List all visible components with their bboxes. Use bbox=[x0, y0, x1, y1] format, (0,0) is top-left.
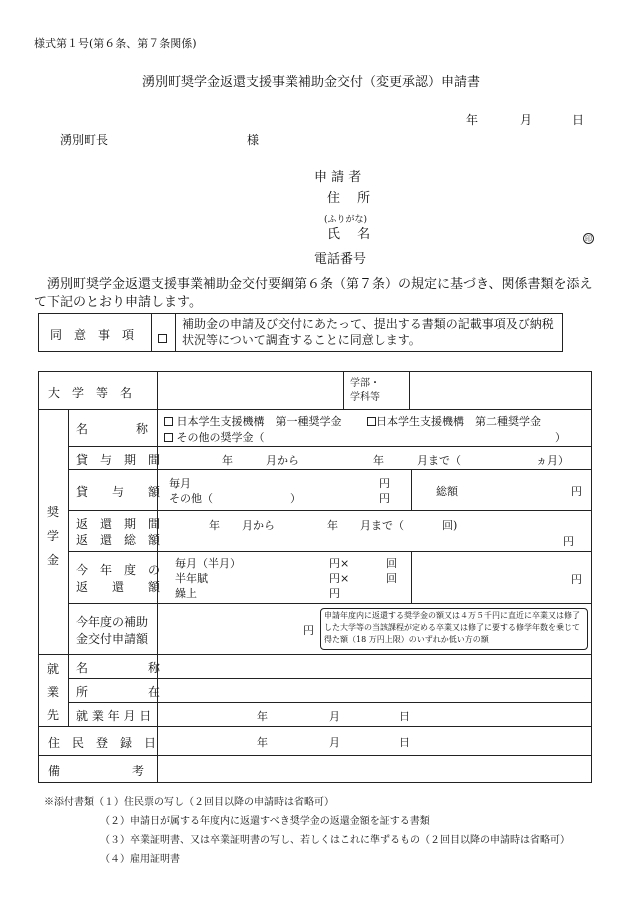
other-amount-label: その他（ bbox=[169, 492, 213, 505]
repayment-times: 回) bbox=[442, 519, 458, 532]
other-yen: 円 bbox=[379, 492, 390, 505]
subsidy-note: 申請年度内に返還する奨学金の額又は４万５千円に直近に卒業又は修了した大学等の当該課程が定める卒業又は修了に要する修学年数を乗じて得た額（18 万円上限）のいずれか低い方の額 bbox=[320, 608, 588, 650]
subsidy-request-label: 今年度の補助 金交付申請額 bbox=[76, 615, 149, 646]
repayment-method-labels: 毎月（半月） 半年賦 繰上 bbox=[175, 557, 241, 600]
subsidy-yen: 円 bbox=[303, 624, 314, 637]
this-year-total-yen: 円 bbox=[571, 573, 582, 586]
scholarship-name-label: 名 称 bbox=[76, 422, 149, 436]
date-day: 日 bbox=[572, 113, 585, 127]
repayment-yen-times: 円× 円× 円 bbox=[329, 557, 350, 600]
monthly-label: 毎月 bbox=[169, 477, 191, 490]
resident-year: 年 bbox=[257, 736, 268, 749]
repayment-times-unit: 回 回 bbox=[386, 557, 397, 585]
other-scholarship-close: ） bbox=[555, 431, 566, 444]
consent-label: 同 意 事 項 bbox=[50, 328, 135, 342]
date-year: 年 bbox=[466, 113, 479, 127]
other-scholarship-option[interactable]: その他の奨学金（ bbox=[164, 429, 265, 445]
employment-day: 日 bbox=[399, 710, 410, 723]
employer-name-label: 名 称 bbox=[76, 661, 161, 675]
attachment-4: （４）雇用証明書 bbox=[100, 854, 180, 865]
address-label: 住 所 bbox=[327, 191, 371, 206]
this-year-repayment-label: 今 年 度 の 返 還 額 bbox=[76, 563, 161, 594]
employment-year: 年 bbox=[257, 710, 268, 723]
total-yen: 円 bbox=[571, 485, 582, 498]
other-amount-close: ） bbox=[290, 492, 301, 505]
loan-period-from: 年 月から bbox=[222, 454, 299, 467]
repayment-total-yen: 円 bbox=[563, 535, 574, 548]
attachment-2: （２）申請日が属する年度内に返還すべき奨学金の返還金額を証する書類 bbox=[100, 816, 430, 827]
attachment-1: ※添付書類（１）住民票の写し（２回目以降の申請時は省略可） bbox=[44, 797, 334, 808]
loan-period-label: 貸 与 期 間 bbox=[76, 453, 161, 467]
resident-month: 月 bbox=[329, 736, 340, 749]
employment-date-label: 就 業 年 月 日 bbox=[76, 709, 152, 723]
furigana-label: (ふりがな) bbox=[324, 215, 368, 225]
date-month: 月 bbox=[520, 113, 533, 127]
loan-amount-label: 貸 与 額 bbox=[76, 485, 161, 499]
resident-day: 日 bbox=[399, 736, 410, 749]
loan-period-to: 年 月まで（ bbox=[373, 454, 461, 467]
intro-paragraph: 湧別町奨学金返還支援事業補助金交付要綱第６条（第７条）の規定に基づき、関係書類を添えて下記のとおり申請します。 bbox=[34, 277, 593, 310]
university-label: 大 学 等 名 bbox=[48, 386, 133, 400]
repayment-period-label: 返 還 期 間 返 還 総 額 bbox=[76, 517, 161, 547]
consent-text: 補助金の申請及び交付にあたって、提出する書類の記載事項及び納税状況等について調査することに同意します。 bbox=[182, 317, 554, 347]
form-number: 様式第１号(第６条、第７条関係) bbox=[34, 37, 197, 50]
employer-group-label: 就 業 先 bbox=[47, 662, 60, 722]
phone-label: 電話番号 bbox=[314, 252, 367, 267]
loan-period-months: ヵ月） bbox=[536, 454, 569, 467]
total-label: 総額 bbox=[436, 485, 458, 498]
resident-registration-label: 住 民 登 録 日 bbox=[48, 736, 157, 750]
repayment-to: 年 月まで（ bbox=[327, 519, 404, 532]
recipient-honorific: 様 bbox=[247, 133, 260, 147]
applicant-heading: 申 請 者 bbox=[314, 170, 362, 185]
consent-checkbox[interactable] bbox=[158, 327, 167, 346]
repayment-from: 年 月から bbox=[209, 519, 275, 532]
scholarship-group-label: 奨 学 金 bbox=[47, 505, 60, 567]
monthly-yen: 円 bbox=[379, 477, 390, 490]
jasso-type2-option[interactable]: 日本学生支援機構 第二種奨学金 bbox=[367, 413, 541, 429]
recipient-name: 湧別町長 bbox=[60, 133, 109, 147]
name-label: 氏 名 bbox=[327, 227, 371, 242]
jasso-type1-option[interactable]: 日本学生支援機構 第一種奨学金 bbox=[164, 413, 342, 429]
employment-month: 月 bbox=[329, 710, 340, 723]
employer-location-label: 所 在 bbox=[76, 685, 161, 699]
faculty-label: 学部・ 学科等 bbox=[350, 378, 380, 403]
attachment-3: （３）卒業証明書、又は卒業証明書の写し、若しくはこれに準ずるもの（２回目以降の申請時は省略可） bbox=[100, 835, 570, 846]
seal-icon: 印 bbox=[585, 235, 592, 243]
form-title: 湧別町奨学金返還支援事業補助金交付（変更承認）申請書 bbox=[142, 75, 481, 90]
remarks-label: 備 考 bbox=[48, 764, 145, 778]
